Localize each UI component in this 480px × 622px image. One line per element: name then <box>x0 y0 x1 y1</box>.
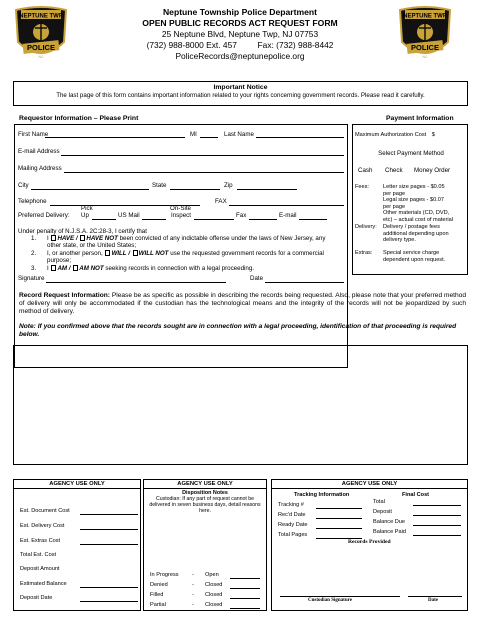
preferred-delivery-label: Preferred Delivery: <box>18 212 70 219</box>
email-field[interactable] <box>61 155 344 156</box>
fax-blank[interactable] <box>249 219 277 220</box>
payment-title: Payment Information <box>386 115 454 122</box>
email-blank[interactable] <box>299 219 327 220</box>
records-provided-label: Records Provided <box>348 539 391 545</box>
delivery-text: Delivery / postage fees additional depending upon delivery type. <box>383 224 449 244</box>
deposit-field[interactable] <box>413 515 461 516</box>
mailing-label: Mailing Address <box>18 165 62 172</box>
final-cost-title: Final Cost <box>402 492 430 498</box>
svg-text:POLICE: POLICE <box>27 43 55 52</box>
will-not-checkbox[interactable] <box>133 250 138 256</box>
ready-date-field[interactable] <box>316 528 362 529</box>
pick-label: Pick <box>81 205 93 212</box>
record-request-info: Record Request Information: Please be as specific as possible in describing the records being requested. Also, please note that your preferred method of delivery will only be accommodated if the custodian has the technological means and the integrity of the records will not be jeopardized by such method of delivery. <box>19 292 467 316</box>
max-auth-label: Maximum Authorization Cost $ <box>355 132 435 138</box>
city-label: City <box>18 182 29 189</box>
will-checkbox[interactable] <box>105 250 110 256</box>
status-denied-field[interactable] <box>230 588 260 589</box>
extras-text: Special service charge dependent upon request. <box>383 250 446 263</box>
status-dash: - <box>192 572 194 578</box>
agency-box-1-title: AGENCY USE ONLY <box>14 480 140 489</box>
fax-field[interactable] <box>229 205 344 206</box>
item2-number: 2. <box>31 250 37 257</box>
total-label: Total <box>373 499 385 505</box>
status-partial: Partial <box>150 602 166 608</box>
total-field[interactable] <box>413 505 461 506</box>
state-label: State <box>152 182 167 189</box>
tracking-number-label: Tracking # <box>278 502 304 508</box>
notice-title: Important Notice <box>213 84 268 91</box>
est-document-cost-field[interactable] <box>80 514 138 515</box>
status-filled: Filled <box>150 592 164 598</box>
cash-option[interactable]: Cash <box>358 167 373 174</box>
important-notice-box <box>13 81 468 106</box>
requestor-title: Requestor Information – Please Print <box>19 115 139 122</box>
department-address: 25 Neptune Blvd, Neptune Twp, NJ 07753 <box>161 29 319 39</box>
balance-due-label: Balance Due <box>373 519 406 525</box>
total-pages-label: Total Pages <box>278 532 308 538</box>
est-delivery-cost-field[interactable] <box>80 529 138 530</box>
disposition-notes-text: Custodian: If any part of request cannot be delivered in seven business days, detail reasons here. <box>149 496 261 515</box>
deposit-amount-label: Deposit Amount <box>20 566 60 572</box>
deposit-date-label: Deposit Date <box>20 595 53 601</box>
contact-email[interactable]: PoliceRecords@neptunepolice.org <box>175 51 305 61</box>
tracking-info-title: Tracking Information <box>294 492 350 498</box>
balance-paid-field[interactable] <box>413 535 461 536</box>
item1-line: I HAVE / HAVE NOT been convicted of any indictable offense under the laws of New Jersey, any <box>47 235 326 242</box>
telephone-label: Telephone <box>18 198 47 205</box>
est-extras-cost-field[interactable] <box>80 544 138 545</box>
estimated-balance-field[interactable] <box>80 587 138 588</box>
have-checkbox[interactable] <box>51 235 56 241</box>
check-option[interactable]: Check <box>385 167 403 174</box>
mailing-field[interactable] <box>64 172 344 173</box>
signature-field[interactable] <box>46 282 226 283</box>
balance-paid-label: Balance Paid <box>373 529 406 535</box>
am-not-checkbox[interactable] <box>73 265 78 271</box>
phone-fax-line <box>100 40 380 51</box>
department-name: Neptune Township Police Department <box>162 7 318 17</box>
penalty-text: Under penalty of N.J.S.A. 2C:28-3, I certify that <box>18 228 147 235</box>
status-open: Open <box>205 572 219 578</box>
header-block <box>100 7 380 62</box>
recd-date-label: Rec'd Date <box>278 512 306 518</box>
have-not-checkbox[interactable] <box>80 235 85 241</box>
svg-text:NJ: NJ <box>38 54 44 59</box>
usmail-option[interactable]: US Mail <box>118 212 140 219</box>
status-dash: - <box>192 602 194 608</box>
svg-text:NJ: NJ <box>422 54 428 59</box>
est-extras-cost-label: Est. Extras Cost <box>20 538 61 544</box>
fees-label: Fees: <box>355 184 369 190</box>
deposit-date-field[interactable] <box>80 601 138 602</box>
date-label: Date <box>250 275 264 282</box>
state-field[interactable] <box>170 189 220 190</box>
onsite-label: On-Site <box>170 205 191 212</box>
legal-proceeding-note: Note: If you confirmed above that the records sought are in connection with a legal proceeding, identification of that proceeding is required below. <box>19 323 457 339</box>
email-option[interactable]: E-mail <box>279 212 297 219</box>
est-delivery-cost-label: Est. Delivery Cost <box>20 523 65 529</box>
deposit-label: Deposit <box>373 509 392 515</box>
agency-box-2-title: AGENCY USE ONLY <box>144 480 266 489</box>
item2-line: I, or another person, WILL / WILL NOT use the requested government records for a commercial <box>47 250 324 257</box>
email-label: E-mail Address <box>18 148 60 155</box>
first-name-field[interactable] <box>45 137 185 138</box>
date-field[interactable] <box>265 282 344 283</box>
signature-label: Signature <box>18 275 45 282</box>
agency-box-1 <box>13 479 141 611</box>
fax-number: Fax: (732) 988-8442 <box>257 40 334 50</box>
status-partial-field[interactable] <box>230 608 260 609</box>
custodian-date-label: Date <box>428 598 438 603</box>
right-badge-logo <box>396 4 454 64</box>
custodian-date-field[interactable] <box>408 596 462 597</box>
first-name-label: First Name <box>18 131 49 138</box>
status-closed: Closed <box>205 592 223 598</box>
svg-text:NEPTUNE TWP: NEPTUNE TWP <box>19 13 63 20</box>
last-name-label: Last Name <box>224 131 254 138</box>
item1-number: 1. <box>31 235 37 242</box>
pickup-blank[interactable] <box>92 219 116 220</box>
balance-due-field[interactable] <box>413 525 461 526</box>
mi-label: MI <box>190 131 197 138</box>
notice-text: The last page of this form contains important information related to your rights concerning government records. Please read it carefully. <box>56 92 425 99</box>
custodian-signature-field[interactable] <box>280 596 400 597</box>
form-title: OPEN PUBLIC RECORDS ACT REQUEST FORM <box>142 18 338 28</box>
status-filled-field[interactable] <box>230 598 260 599</box>
tracking-number-field[interactable] <box>316 508 362 509</box>
usmail-blank[interactable] <box>142 219 166 220</box>
status-closed: Closed <box>205 602 223 608</box>
status-in-progress-field[interactable] <box>230 578 260 579</box>
select-payment-label: Select Payment Method <box>378 150 444 157</box>
money-order-option[interactable]: Money Order <box>414 167 451 174</box>
delivery-label: Delivery: <box>355 224 377 230</box>
item3-line: I AM / AM NOT seeking records in connection with a legal proceeding. <box>47 265 254 272</box>
mi-field[interactable] <box>200 137 218 138</box>
am-checkbox[interactable] <box>51 265 56 271</box>
estimated-balance-label: Estimated Balance <box>20 581 67 587</box>
inspect-option[interactable]: Inspect <box>171 212 191 219</box>
custodian-signature-label: Custodian Signature <box>308 598 352 603</box>
recd-date-field[interactable] <box>316 518 362 519</box>
status-dash: - <box>192 592 194 598</box>
disposition-notes-title: Disposition Notes <box>182 490 228 496</box>
status-dash: - <box>192 582 194 588</box>
status-denied: Denied <box>150 582 168 588</box>
fees-text: Letter size pages - $0.05 per page Legal size pages - $0.07 per page Other materials (CD, DVD, etc) – actual cost of material <box>383 184 453 223</box>
item2-continuation: purpose; <box>47 257 72 264</box>
status-in-progress: In Progress <box>150 572 179 578</box>
svg-text:POLICE: POLICE <box>411 43 439 52</box>
inspect-blank[interactable] <box>194 219 234 220</box>
zip-field[interactable] <box>237 189 297 190</box>
extras-label: Extras: <box>355 250 373 256</box>
pickup-option[interactable]: Up <box>81 212 89 219</box>
fax-label: FAX <box>215 198 227 205</box>
ready-date-label: Ready Date <box>278 522 308 528</box>
total-est-cost-label: Total Est. Cost <box>20 552 57 558</box>
record-request-textarea[interactable] <box>13 345 468 465</box>
status-closed: Closed <box>205 582 223 588</box>
city-field[interactable] <box>31 189 149 190</box>
item1-continuation: other state, or the United States; <box>47 242 137 249</box>
last-name-field[interactable] <box>256 137 344 138</box>
svg-text:NEPTUNE TWP: NEPTUNE TWP <box>403 13 447 20</box>
agency-box-3-title: AGENCY USE ONLY <box>272 480 467 489</box>
phone-number: (732) 988-8000 Ext. 457 <box>146 40 237 50</box>
fax-option[interactable]: Fax <box>236 212 247 219</box>
zip-label: Zip <box>224 182 233 189</box>
item3-number: 3. <box>31 265 37 272</box>
est-document-cost-label: Est. Document Cost <box>20 508 70 514</box>
left-badge-logo <box>12 4 70 64</box>
